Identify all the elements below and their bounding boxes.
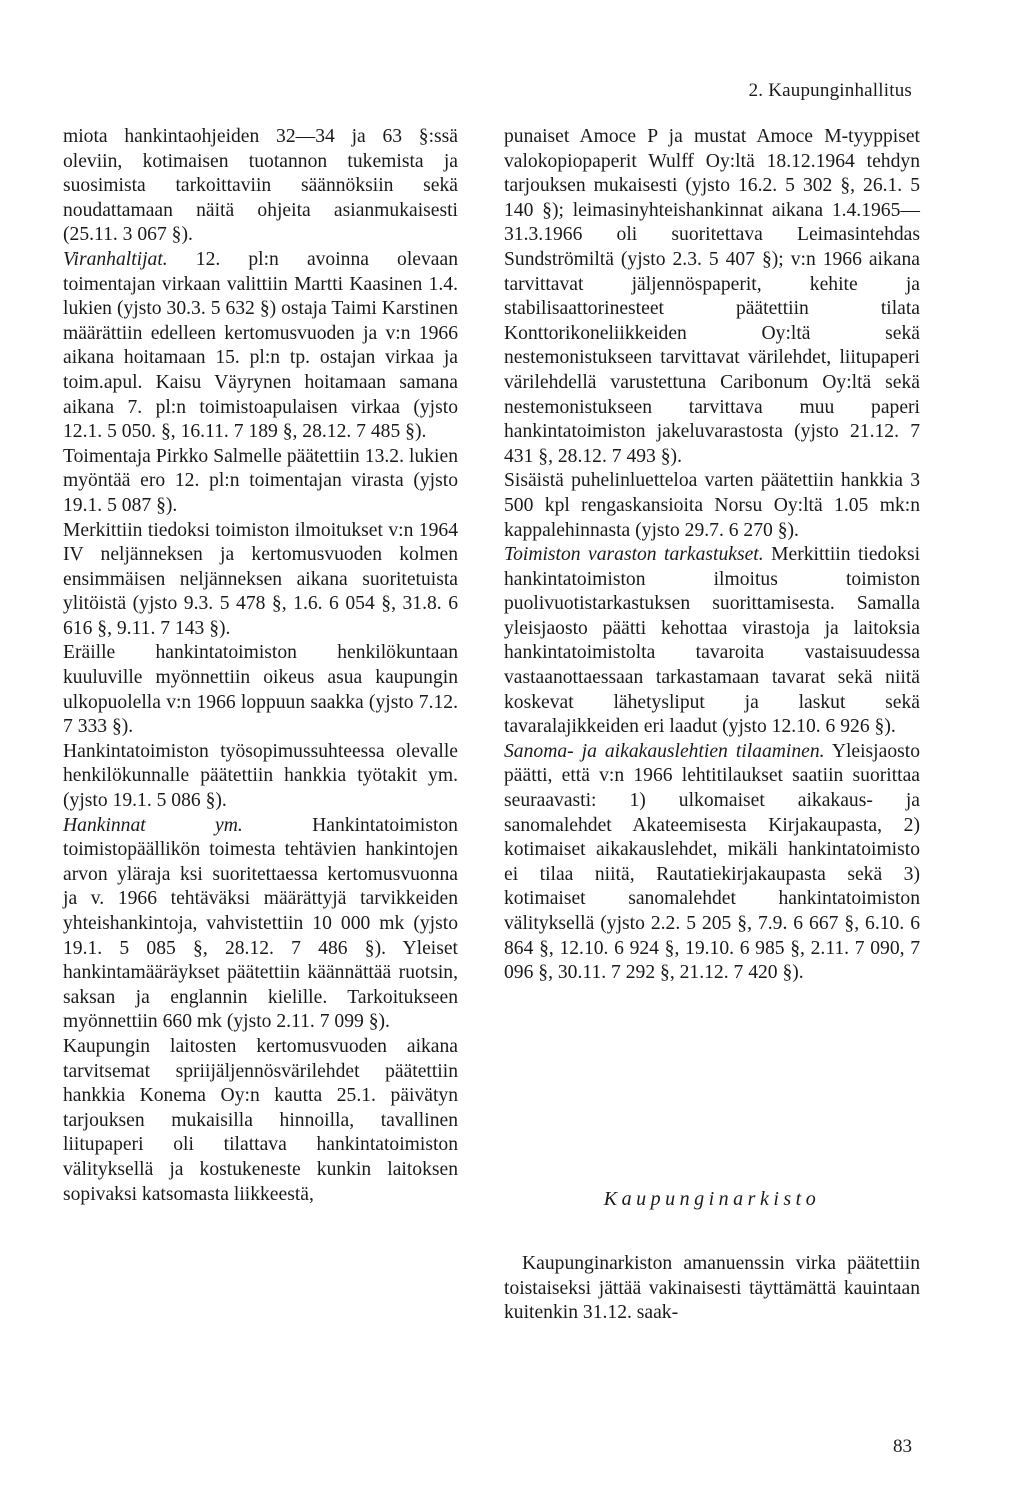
paragraph: punaiset Amoce P ja mustat Amoce M-tyyppiset valokopiopaperit Wulff Oy:ltä 18.12.1964 tehdyn tarjouksen mukaisesti (yjsto 16.2. 5 302 §, 26.1. 5 140 §); leimasinyhteishankinnat aikana 1.4.1965—31.3.1966 oli suoritettava Leimasintehdas Sundströmiltä (yjsto 2.3. 5 407 §); v:n 1966 aikana tarvittavat jäljennöspaperit, kehite ja stabilisaattorinesteet päätettiin tilata Konttorikoneliikkeiden Oy:ltä sekä nestemonistukseen tarvittavat värilehdet, liitupaperi värilehdellä varustettuna Caribonum Oy:ltä sekä nestemonistukseen tarvittava muu paperi hankintatoimiston jakeluvarastosta (yjsto 21.12. 7 431 §, 28.12. 7 493 §). [504, 126, 920, 467]
paragraph: Kaupungin laitosten kertomusvuoden aikana tarvitsemat spriijäljennösvärilehdet päätettiin hankkia Konema Oy:n kautta 25.1. päivätyn tarjouksen mukaisilla hinnoilla, tavallinen liitupaperi oli tilattava hankintatoimiston välityksellä ja kostukeneste kunkin laitoksen sopivaksi katsomasta liikkeestä, [63, 1035, 458, 1205]
right-column [504, 125, 920, 986]
paragraph: Toimentaja Pirkko Salmelle päätettiin 13.2. lukien myöntää ero 12. pl:n toimentajan virasta (yjsto 19.1. 5 087 §). [63, 445, 458, 516]
paragraph: Sisäistä puhelinluetteloa varten päätettiin hankkia 3 500 kpl rengaskansioita Norsu Oy:ltä 1.05 mk:n kappalehinnasta (yjsto 29.7. 6 270 §). [504, 470, 920, 541]
section-heading: Kaupunginarkisto [603, 1188, 821, 1210]
paragraph: miota hankintaohjeiden 32—34 ja 63 §:ssä oleviin, kotimaisen tuotannon tukemista ja suosimista tarkoittaviin säännöksiin sekä noudattamaan näitä ohjeita asianmukaisesti (25.11. 3 067 §). [63, 126, 458, 246]
paragraph-heading: Viranhaltijat. [63, 248, 168, 270]
paragraph: Merkittiin tiedoksi toimiston ilmoitukset v:n 1964 IV neljänneksen ja kertomusvuoden kolmen ensimmäisen neljänneksen aikana suoritetuista ylitöistä (yjsto 9.3. 5 478 §, 1.6. 6 054 §, 31.8. 6 616 §, 9.11. 7 143 §). [63, 519, 458, 639]
paragraph [504, 543, 920, 740]
right-column-bottom [504, 1252, 920, 1326]
paragraph-text: Merkittiin tiedoksi hankintatoimiston ilmoitus toimiston puolivuotistarkastuksen suorittamisesta. Samalla yleisjaosto päätti kehottaa virastoja ja laitoksia hankintatoimistolta tavaroita vastaisuudessa vastaanottaessaan tarkastamaan tavarat sekä niitä koskevat lähetysliput ja laskut sekä tavaralajikkeiden eri laadut (yjsto 12.10. 6 926 §). [504, 544, 921, 738]
paragraph-heading: Sanoma- ja aikakauslehtien tilaaminen. [504, 740, 825, 762]
paragraph: Eräille hankintatoimiston henkilökuntaan kuuluville myönnettiin oikeus asua kaupungin ulkopuolella v:n 1966 loppuun saakka (yjsto 7.12. 7 333 §). [63, 642, 458, 738]
paragraph-heading: Toimiston varaston tarkastukset. [504, 544, 764, 566]
paragraph [63, 248, 458, 445]
paragraph [504, 740, 920, 986]
paragraph [63, 814, 458, 1035]
paragraph-heading: Hankinnat ym. [63, 814, 243, 836]
paragraph: Kaupunginarkiston amanuenssin virka päätettiin toistaiseksi jättää vakinaisesti täyttämättä kauintaan kuitenkin 31.12. saak- [504, 1253, 920, 1324]
page-number: 83 [893, 1436, 912, 1457]
running-header: 2. Kaupunginhallitus [748, 80, 912, 101]
left-column [63, 125, 458, 1207]
paragraph-text: Hankintatoimiston toimistopäällikön toimesta tehtävien hankintojen arvon yläraja ksi suoritettaessa kertomusvuonna ja v. 1966 tehtäväksi määrättyjä tarvikkeiden yhteishankintoja, vahvistettiin 10 000 mk (yjsto 19.1. 5 085 §, 28.12. 7 486 §). Yleiset hankintamääräykset päätettiin käännättää ruotsin, saksan ja englannin kielille. Tarkoitukseen myönnettiin 660 mk (yjsto 2.11. 7 099 §). [63, 814, 458, 1033]
paragraph: Hankintatoimiston työsopimussuhteessa olevalle henkilökunnalle päätettiin hankkia työtakit ym. (yjsto 19.1. 5 086 §). [63, 740, 458, 812]
paragraph-text: Yleisjaosto päätti, että v:n 1966 lehtitilaukset saatiin suorittaa seuraavasti: 1) ulkomaiset aikakaus- ja sanomalehdet Akateemisesta Kirjakaupasta, 2) kotimaiset aikakauslehdet, mikäli hankintatoimisto ei tilaa niitä, Rautatiekirjakaupasta sekä 3) kotimaiset sanomalehdet hankintatoimiston välityksellä (yjsto 2.2. 5 205 §, 7.9. 6 667 §, 6.10. 6 864 §, 12.10. 6 924 §, 19.10. 6 985 §, 2.11. 7 090, 7 096 §, 30.11. 7 292 §, 21.12. 7 420 §). [504, 740, 920, 984]
paragraph-text: 12. pl:n avoinna olevaan toimentajan virkaan valittiin Martti Kaasinen 1.4. lukien (yjsto 30.3. 5 632 §) ostaja Taimi Karstinen määrättiin edelleen kertomusvuoden ja v:n 1966 aikana hoitamaan 15. pl:n tp. ostajan virkaa ja toim.apul. Kaisu Väyrynen hoitamaan samana aikana 7. pl:n toimistoapulaisen virkaa (yjsto 12.1. 5 050. §, 16.11. 7 189 §, 28.12. 7 485 §). [63, 248, 458, 443]
